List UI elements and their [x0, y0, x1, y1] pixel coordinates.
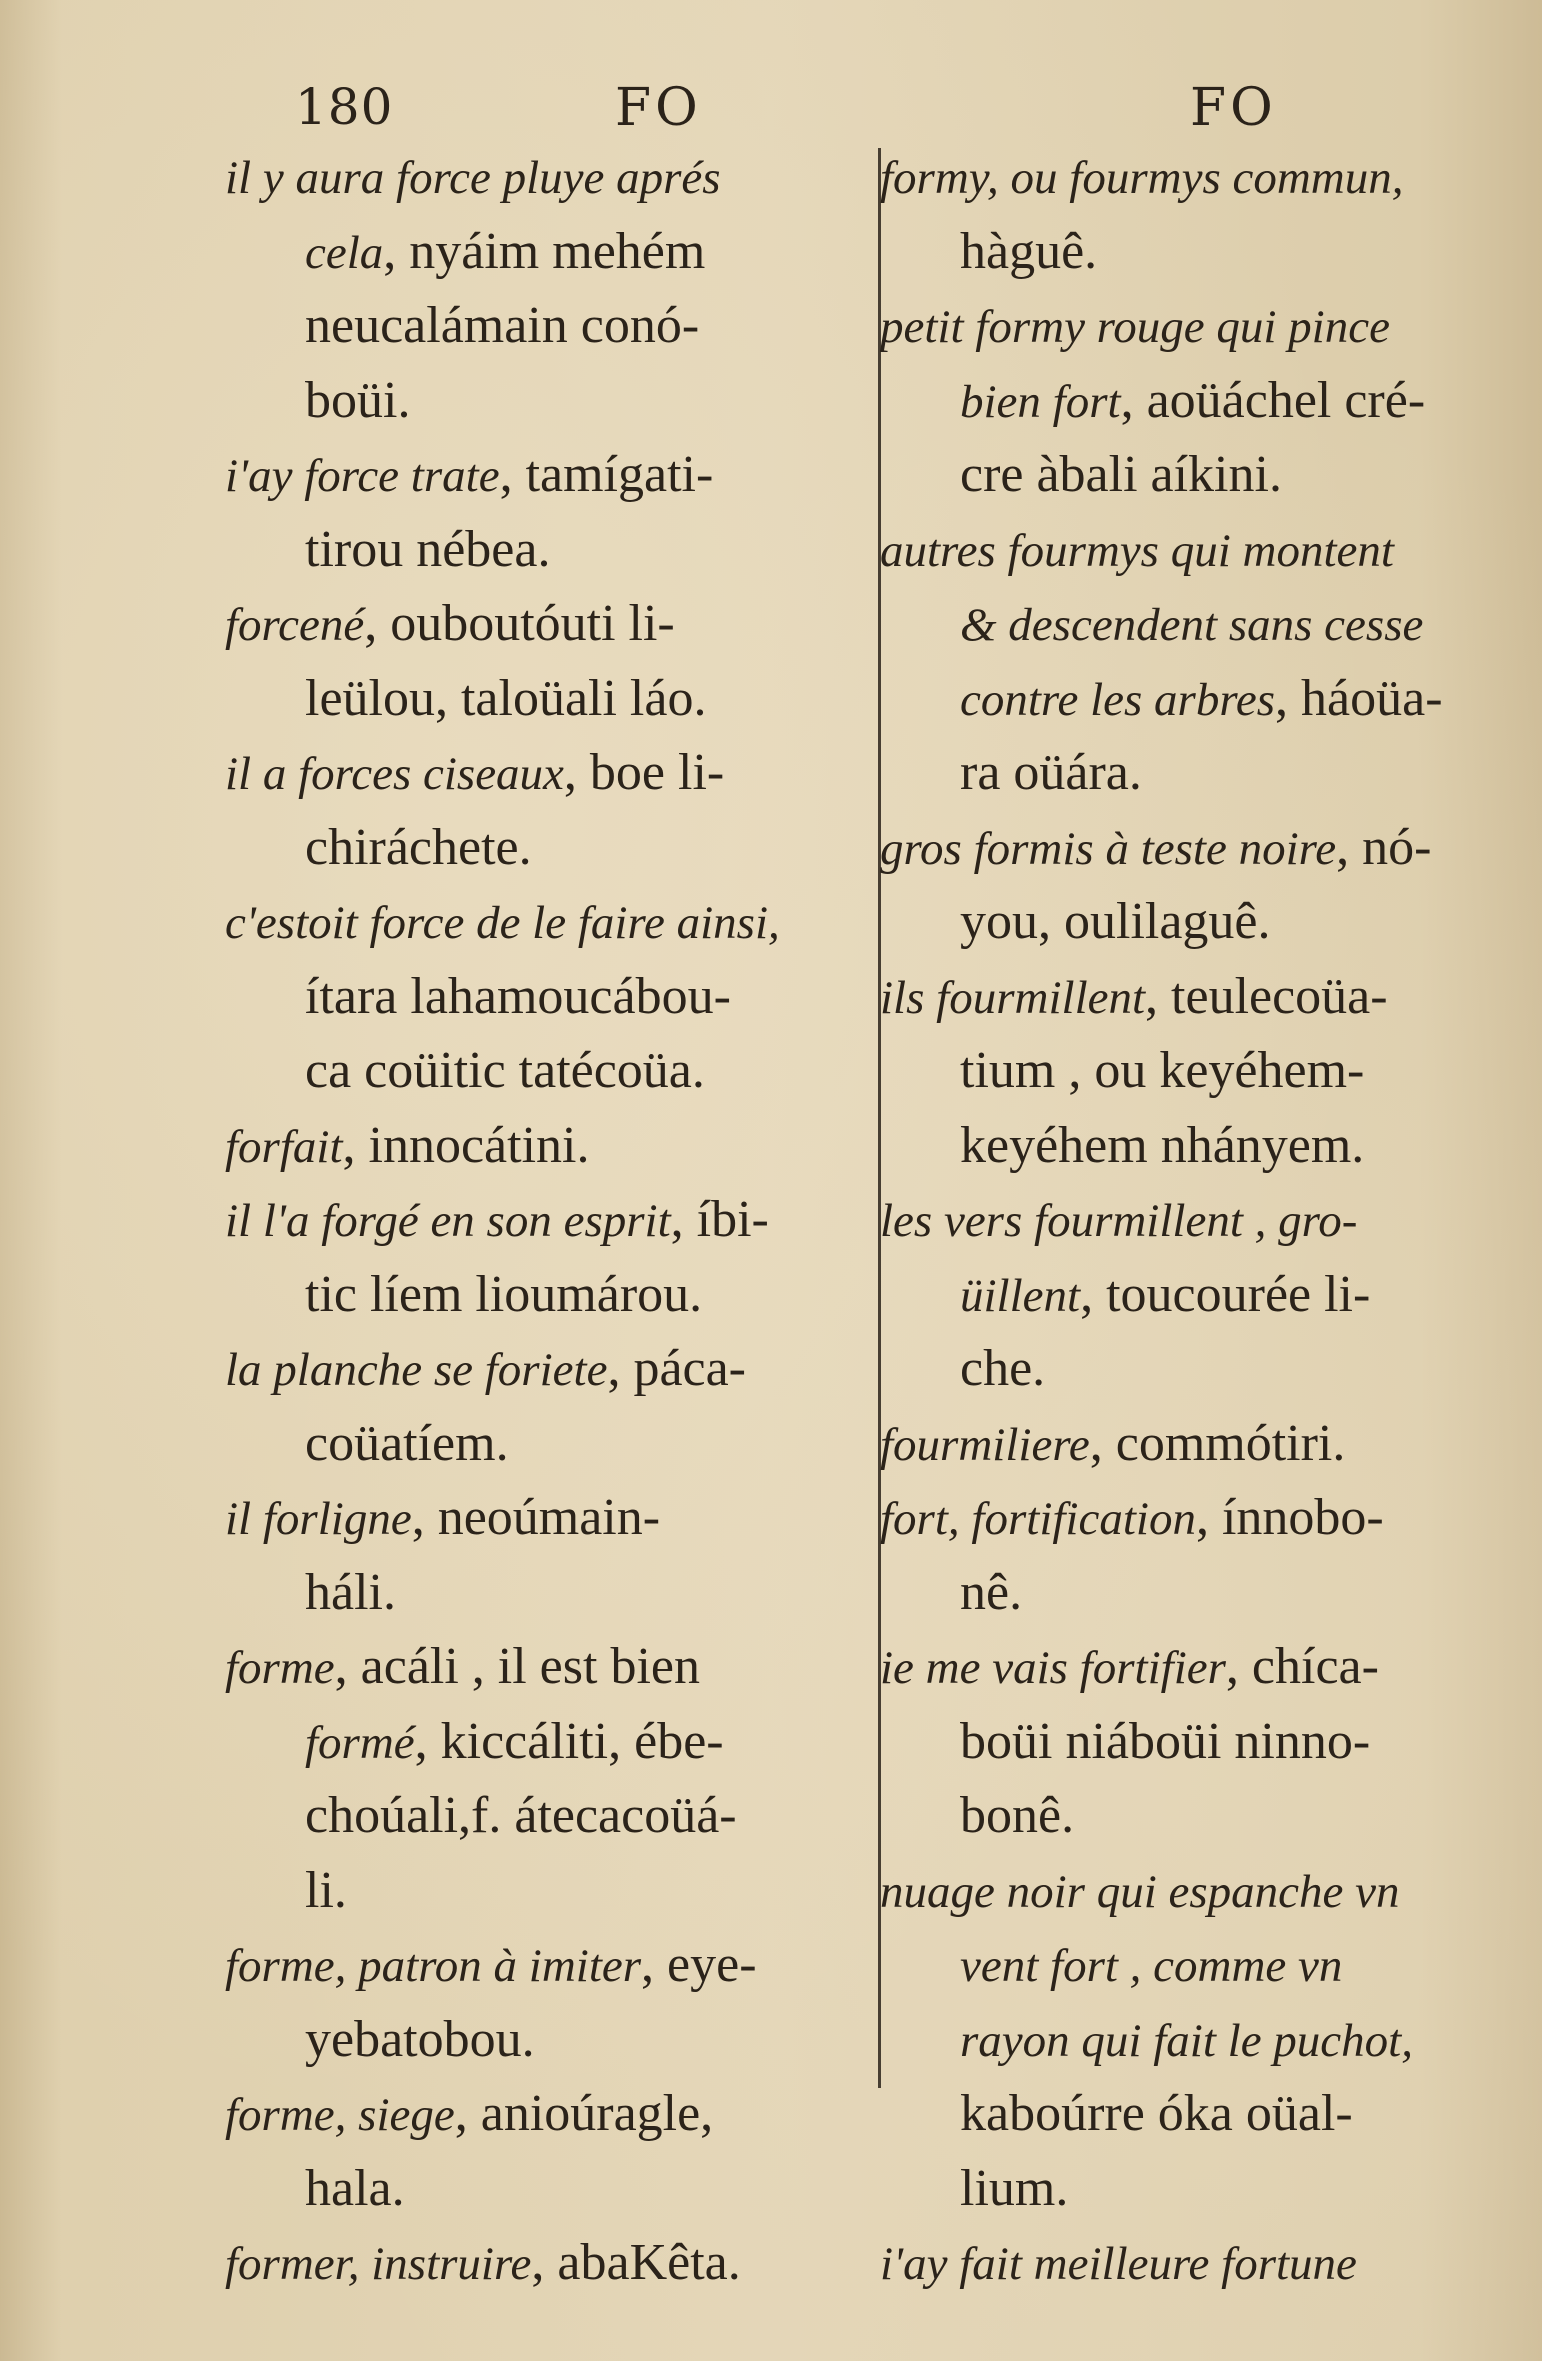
right-column — [880, 140, 1460, 2301]
dictionary-line — [880, 811, 1460, 886]
french-headword: il a forces ciseaux — [225, 748, 564, 800]
french-headword: cela — [305, 226, 384, 279]
dictionary-line — [880, 513, 1460, 588]
translation-text: tic líem lioumárou. — [305, 1265, 703, 1323]
translation-text: hala. — [305, 2159, 405, 2217]
dictionary-line — [880, 885, 1460, 960]
translation-text: li. — [305, 1861, 347, 1919]
dictionary-line — [880, 1034, 1460, 1109]
dictionary-line — [880, 140, 1460, 215]
dictionary-line — [225, 215, 870, 290]
dictionary-line — [225, 736, 870, 811]
dictionary-line — [225, 1034, 870, 1109]
translation-text: , teulecoüa- — [1145, 967, 1388, 1025]
dictionary-line — [880, 1556, 1460, 1631]
dictionary-line — [225, 2077, 870, 2152]
translation-text: , ouboutóuti li- — [364, 595, 675, 652]
translation-text: , páca- — [607, 1340, 746, 1397]
dictionary-line — [880, 1332, 1460, 1407]
dictionary-line — [225, 1854, 870, 1929]
translation-text: yebatobou. — [305, 2010, 535, 2068]
translation-text: ítara lahamoucábou- — [305, 967, 731, 1025]
dictionary-line — [225, 140, 870, 215]
translation-text: , íbi- — [670, 1191, 769, 1248]
french-headword: ils fourmillent — [880, 971, 1146, 1024]
french-headword: petit formy rouge qui pince — [880, 301, 1390, 353]
dictionary-line — [225, 2003, 870, 2078]
dictionary-line — [880, 438, 1460, 513]
translation-text: , neoúmain- — [411, 1489, 661, 1546]
translation-text: lium. — [960, 2159, 1069, 2217]
dictionary-line — [225, 364, 870, 439]
translation-text: kaboúrre óka oüal- — [960, 2085, 1353, 2142]
dictionary-line — [880, 960, 1460, 1035]
translation-text: che. — [960, 1340, 1046, 1397]
translation-text: , boe li- — [563, 744, 725, 801]
french-headword: & descendent sans cesse — [960, 599, 1424, 651]
french-headword: c'estoit force de le faire ainsi, — [225, 897, 780, 949]
dictionary-line — [880, 289, 1460, 364]
translation-text: , acáli , il est bien — [334, 1638, 700, 1695]
translation-text: , aoüáchel cré- — [1120, 371, 1426, 429]
dictionary-line — [225, 1258, 870, 1333]
translation-text: tirou nébea. — [305, 520, 551, 578]
translation-text: tium , ou keyéhem- — [960, 1042, 1365, 1099]
dictionary-line — [225, 1556, 870, 1631]
dictionary-line — [880, 1183, 1460, 1258]
french-headword: les vers fourmillent , gro- — [880, 1195, 1358, 1247]
translation-text: , háoüa- — [1275, 669, 1443, 727]
translation-text: , eye- — [641, 1936, 757, 1993]
french-headword: bien fort — [960, 375, 1121, 428]
french-headword: fourmiliere — [880, 1418, 1090, 1471]
french-headword: forme, siege — [225, 2089, 455, 2141]
french-headword: forcené — [225, 599, 365, 651]
dictionary-line — [880, 1928, 1460, 2003]
dictionary-line — [225, 960, 870, 1035]
dictionary-line — [225, 2152, 870, 2227]
dictionary-line — [880, 1258, 1460, 1333]
dictionary-line — [225, 662, 870, 737]
dictionary-line — [225, 1183, 870, 1258]
dictionary-line — [880, 2077, 1460, 2152]
dictionary-line — [225, 1109, 870, 1184]
dictionary-line — [225, 1928, 870, 2003]
french-headword: il forligne — [225, 1493, 412, 1545]
dictionary-line — [880, 1779, 1460, 1854]
translation-text: háli. — [305, 1563, 396, 1621]
dictionary-line — [880, 1481, 1460, 1556]
translation-text: bonê. — [960, 1787, 1075, 1844]
dictionary-line — [880, 2003, 1460, 2078]
translation-text: hàguê. — [960, 222, 1098, 280]
translation-text: leülou, taloüali láo. — [305, 669, 707, 727]
french-headword: üillent — [960, 1269, 1081, 1322]
translation-text: neucalámain conó- — [305, 297, 700, 354]
dictionary-line — [880, 2226, 1460, 2301]
dictionary-line — [225, 1332, 870, 1407]
french-headword: fort, fortification — [880, 1493, 1196, 1545]
translation-text: boüi niáboüi ninno- — [960, 1712, 1371, 1770]
french-headword: la planche se foriete — [225, 1344, 608, 1396]
translation-text: , kiccáliti, ébe- — [414, 1712, 724, 1770]
dictionary-line — [225, 513, 870, 588]
dictionary-line — [225, 1779, 870, 1854]
translation-text: chiráchete. — [305, 818, 532, 876]
french-headword: forfait — [225, 1120, 343, 1173]
translation-text: cre àbali aíkini. — [960, 446, 1282, 503]
french-headword: gros formis à teste noire — [880, 822, 1337, 875]
page-number: 180 — [295, 78, 394, 136]
translation-text: , toucourée li- — [1080, 1265, 1371, 1323]
french-headword: contre les arbres — [960, 673, 1276, 726]
dictionary-line — [880, 2152, 1460, 2227]
french-headword: formy, ou fourmys commun, — [880, 152, 1404, 204]
dictionary-line — [225, 1630, 870, 1705]
translation-text: ra oüára. — [960, 744, 1142, 801]
french-headword: ie me vais fortifier — [880, 1642, 1226, 1694]
french-headword: i'ay force trate — [225, 450, 500, 502]
french-headword: forme — [225, 1642, 335, 1694]
dictionary-line — [225, 289, 870, 364]
dictionary-line — [880, 662, 1460, 737]
translation-text: , chíca- — [1225, 1638, 1379, 1695]
dictionary-line — [880, 736, 1460, 811]
dictionary-line — [880, 1407, 1460, 1482]
french-headword: formé — [305, 1716, 415, 1769]
translation-text: , anioúragle, — [454, 2085, 714, 2142]
dictionary-line — [880, 1630, 1460, 1705]
dictionary-line — [880, 1109, 1460, 1184]
translation-text: choúali,f. átecacoüá- — [305, 1787, 737, 1844]
translation-text: , innocátini. — [342, 1116, 590, 1174]
translation-text: , abaKêta. — [531, 2234, 741, 2291]
dictionary-line — [880, 1854, 1460, 1929]
dictionary-line — [880, 364, 1460, 439]
dictionary-line — [225, 1705, 870, 1780]
translation-text: , tamígati- — [499, 446, 714, 503]
french-headword: former, instruire — [225, 2238, 532, 2290]
translation-text: ca coüitic tatécoüa. — [305, 1042, 705, 1099]
french-headword: autres fourmys qui montent — [880, 524, 1394, 577]
dictionary-line — [880, 1705, 1460, 1780]
translation-text: you, oulilaguê. — [960, 893, 1271, 950]
running-head-right: FO — [1190, 78, 1277, 138]
translation-text: , nyáim mehém — [383, 222, 706, 280]
dictionary-line — [225, 1407, 870, 1482]
dictionary-line — [225, 587, 870, 662]
french-headword: i'ay fait meilleure fortune — [880, 2238, 1357, 2290]
dictionary-line — [225, 885, 870, 960]
french-headword: il l'a forgé en son esprit — [225, 1195, 671, 1247]
french-headword: vent fort , comme vn — [960, 1940, 1343, 1992]
dictionary-line — [880, 215, 1460, 290]
page-header — [0, 78, 1542, 148]
translation-text: keyéhem nhányem. — [960, 1116, 1365, 1174]
dictionary-line — [225, 811, 870, 886]
translation-text: , commótiri. — [1089, 1414, 1346, 1472]
french-headword: rayon qui fait le puchot, — [960, 2014, 1413, 2067]
dictionary-line — [225, 438, 870, 513]
running-head-left: FO — [615, 78, 702, 138]
french-headword: il y aura force pluye aprés — [225, 152, 721, 204]
dictionary-line — [880, 587, 1460, 662]
french-headword: nuage noir qui espanche vn — [880, 1865, 1400, 1918]
dictionary-line — [225, 1481, 870, 1556]
translation-text: , nó- — [1336, 818, 1432, 876]
translation-text: boüi. — [305, 371, 411, 429]
french-headword: forme, patron à imiter — [225, 1940, 642, 1992]
translation-text: coüatíem. — [305, 1414, 509, 1472]
dictionary-line — [225, 2226, 870, 2301]
translation-text: nê. — [960, 1563, 1023, 1621]
left-column — [225, 140, 870, 2301]
translation-text: , ínnobo- — [1195, 1489, 1384, 1546]
